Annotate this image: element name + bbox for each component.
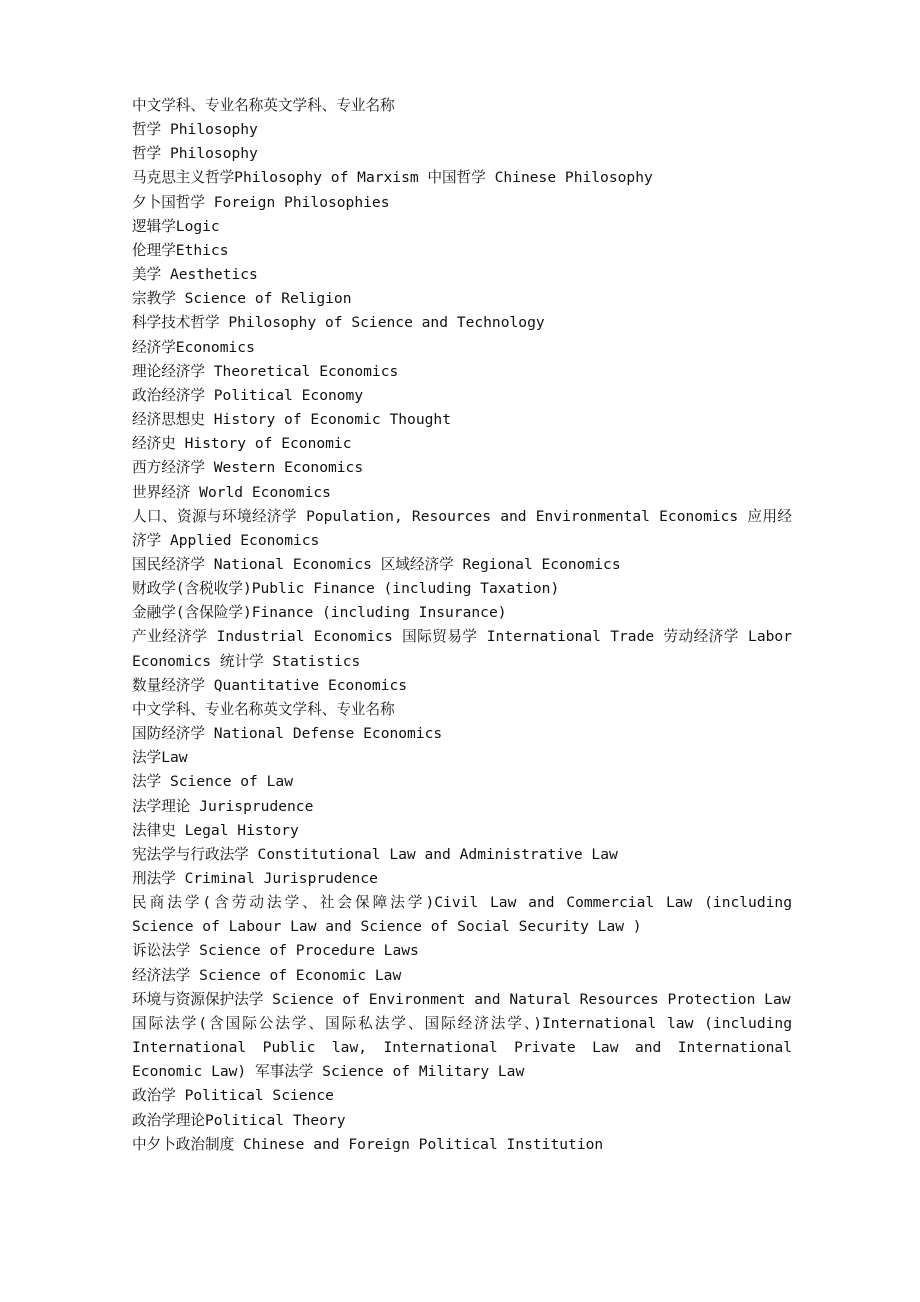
text-line: 经济学Economics <box>132 338 255 356</box>
text-line: 国民经济学 National Economics 区域经济学 Regional Economics <box>132 555 621 573</box>
text-line: 政治经济学 Political Economy <box>132 386 364 404</box>
text-line: 民商法学(含劳动法学、社会保障法学)Civil Law and Commercial Law (including Science of Labour Law and Science of Social Security Law ) <box>132 894 801 936</box>
text-line: 法学 Science of Law <box>132 773 293 791</box>
text-line: 科学技术哲学 Philosophy of Science and Technology <box>132 314 545 332</box>
text-line: 夕卜国哲学 Foreign Philosophies <box>132 193 390 211</box>
text-line: 法学Law <box>132 749 188 767</box>
text-line: 马克思主义哲学Philosophy of Marxism 中国哲学 Chinese Philosophy <box>132 169 653 187</box>
text-line: 哲学 Philosophy <box>132 145 258 163</box>
text-line: 政治学理论Political Theory <box>132 1111 346 1129</box>
text-line: 世界经济 World Economics <box>132 483 331 501</box>
text-line: 刑法学 Criminal Jurisprudence <box>132 870 378 887</box>
text-line: 经济史 History of Economic <box>132 435 352 453</box>
text-line: 宗教学 Science of Religion <box>132 290 352 308</box>
document-body <box>132 94 801 1157</box>
text-line: 经济思想史 History of Economic Thought <box>132 411 451 429</box>
text-line: 产业经济学 Industrial Economics 国际贸易学 International Trade 劳动经济学 Labor Economics 统计学 Statistics <box>132 628 801 670</box>
text-line: 哲学 Philosophy <box>132 121 258 139</box>
text-line: 经济法学 Science of Economic Law <box>132 966 402 984</box>
text-line: 伦理学Ethics <box>132 241 229 259</box>
text-line: 逻辑学Logic <box>132 217 220 235</box>
text-line: 金融学(含保险学)Finance (including Insurance) <box>132 604 507 622</box>
text-line: 中文学科、专业名称英文学科、专业名称 <box>132 700 395 718</box>
text-line: 法律史 Legal History <box>132 821 299 839</box>
text-line: 宪法学与行政法学 Constitutional Law and Administrative Law <box>132 845 618 863</box>
text-line: 中夕卜政治制度 Chinese and Foreign Political Institution <box>132 1135 604 1153</box>
text-line: 政治学 Political Science <box>132 1087 334 1105</box>
text-line: 国际法学(含国际公法学、国际私法学、国际经济法学、)International law (including International Public law, International Private Law and International Economic Law) 军事法学 Science of Military Law <box>132 1014 801 1081</box>
text-line: 环境与资源保护法学 Science of Environment and Natural Resources Protection Law <box>132 990 791 1008</box>
text-line: 数量经济学 Quantitative Economics <box>132 676 408 694</box>
text-line: 中文学科、专业名称英文学科、专业名称 <box>132 97 395 114</box>
text-line: 美学 Aesthetics <box>132 266 258 284</box>
text-line: 西方经济学 Western Economics <box>132 459 364 477</box>
text-line: 财政学(含税收学)Public Finance (including Taxation) <box>132 580 560 598</box>
text-line: 法学理论 Jurisprudence <box>132 797 314 815</box>
text-line: 理论经济学 Theoretical Economics <box>132 362 399 380</box>
text-line: 诉讼法学 Science of Procedure Laws <box>132 942 419 960</box>
text-line: 人口、资源与环境经济学 Population, Resources and Environmental Economics 应用经济学 Applied Economics <box>132 507 792 549</box>
text-line: 国防经济学 National Defense Economics <box>132 725 443 743</box>
